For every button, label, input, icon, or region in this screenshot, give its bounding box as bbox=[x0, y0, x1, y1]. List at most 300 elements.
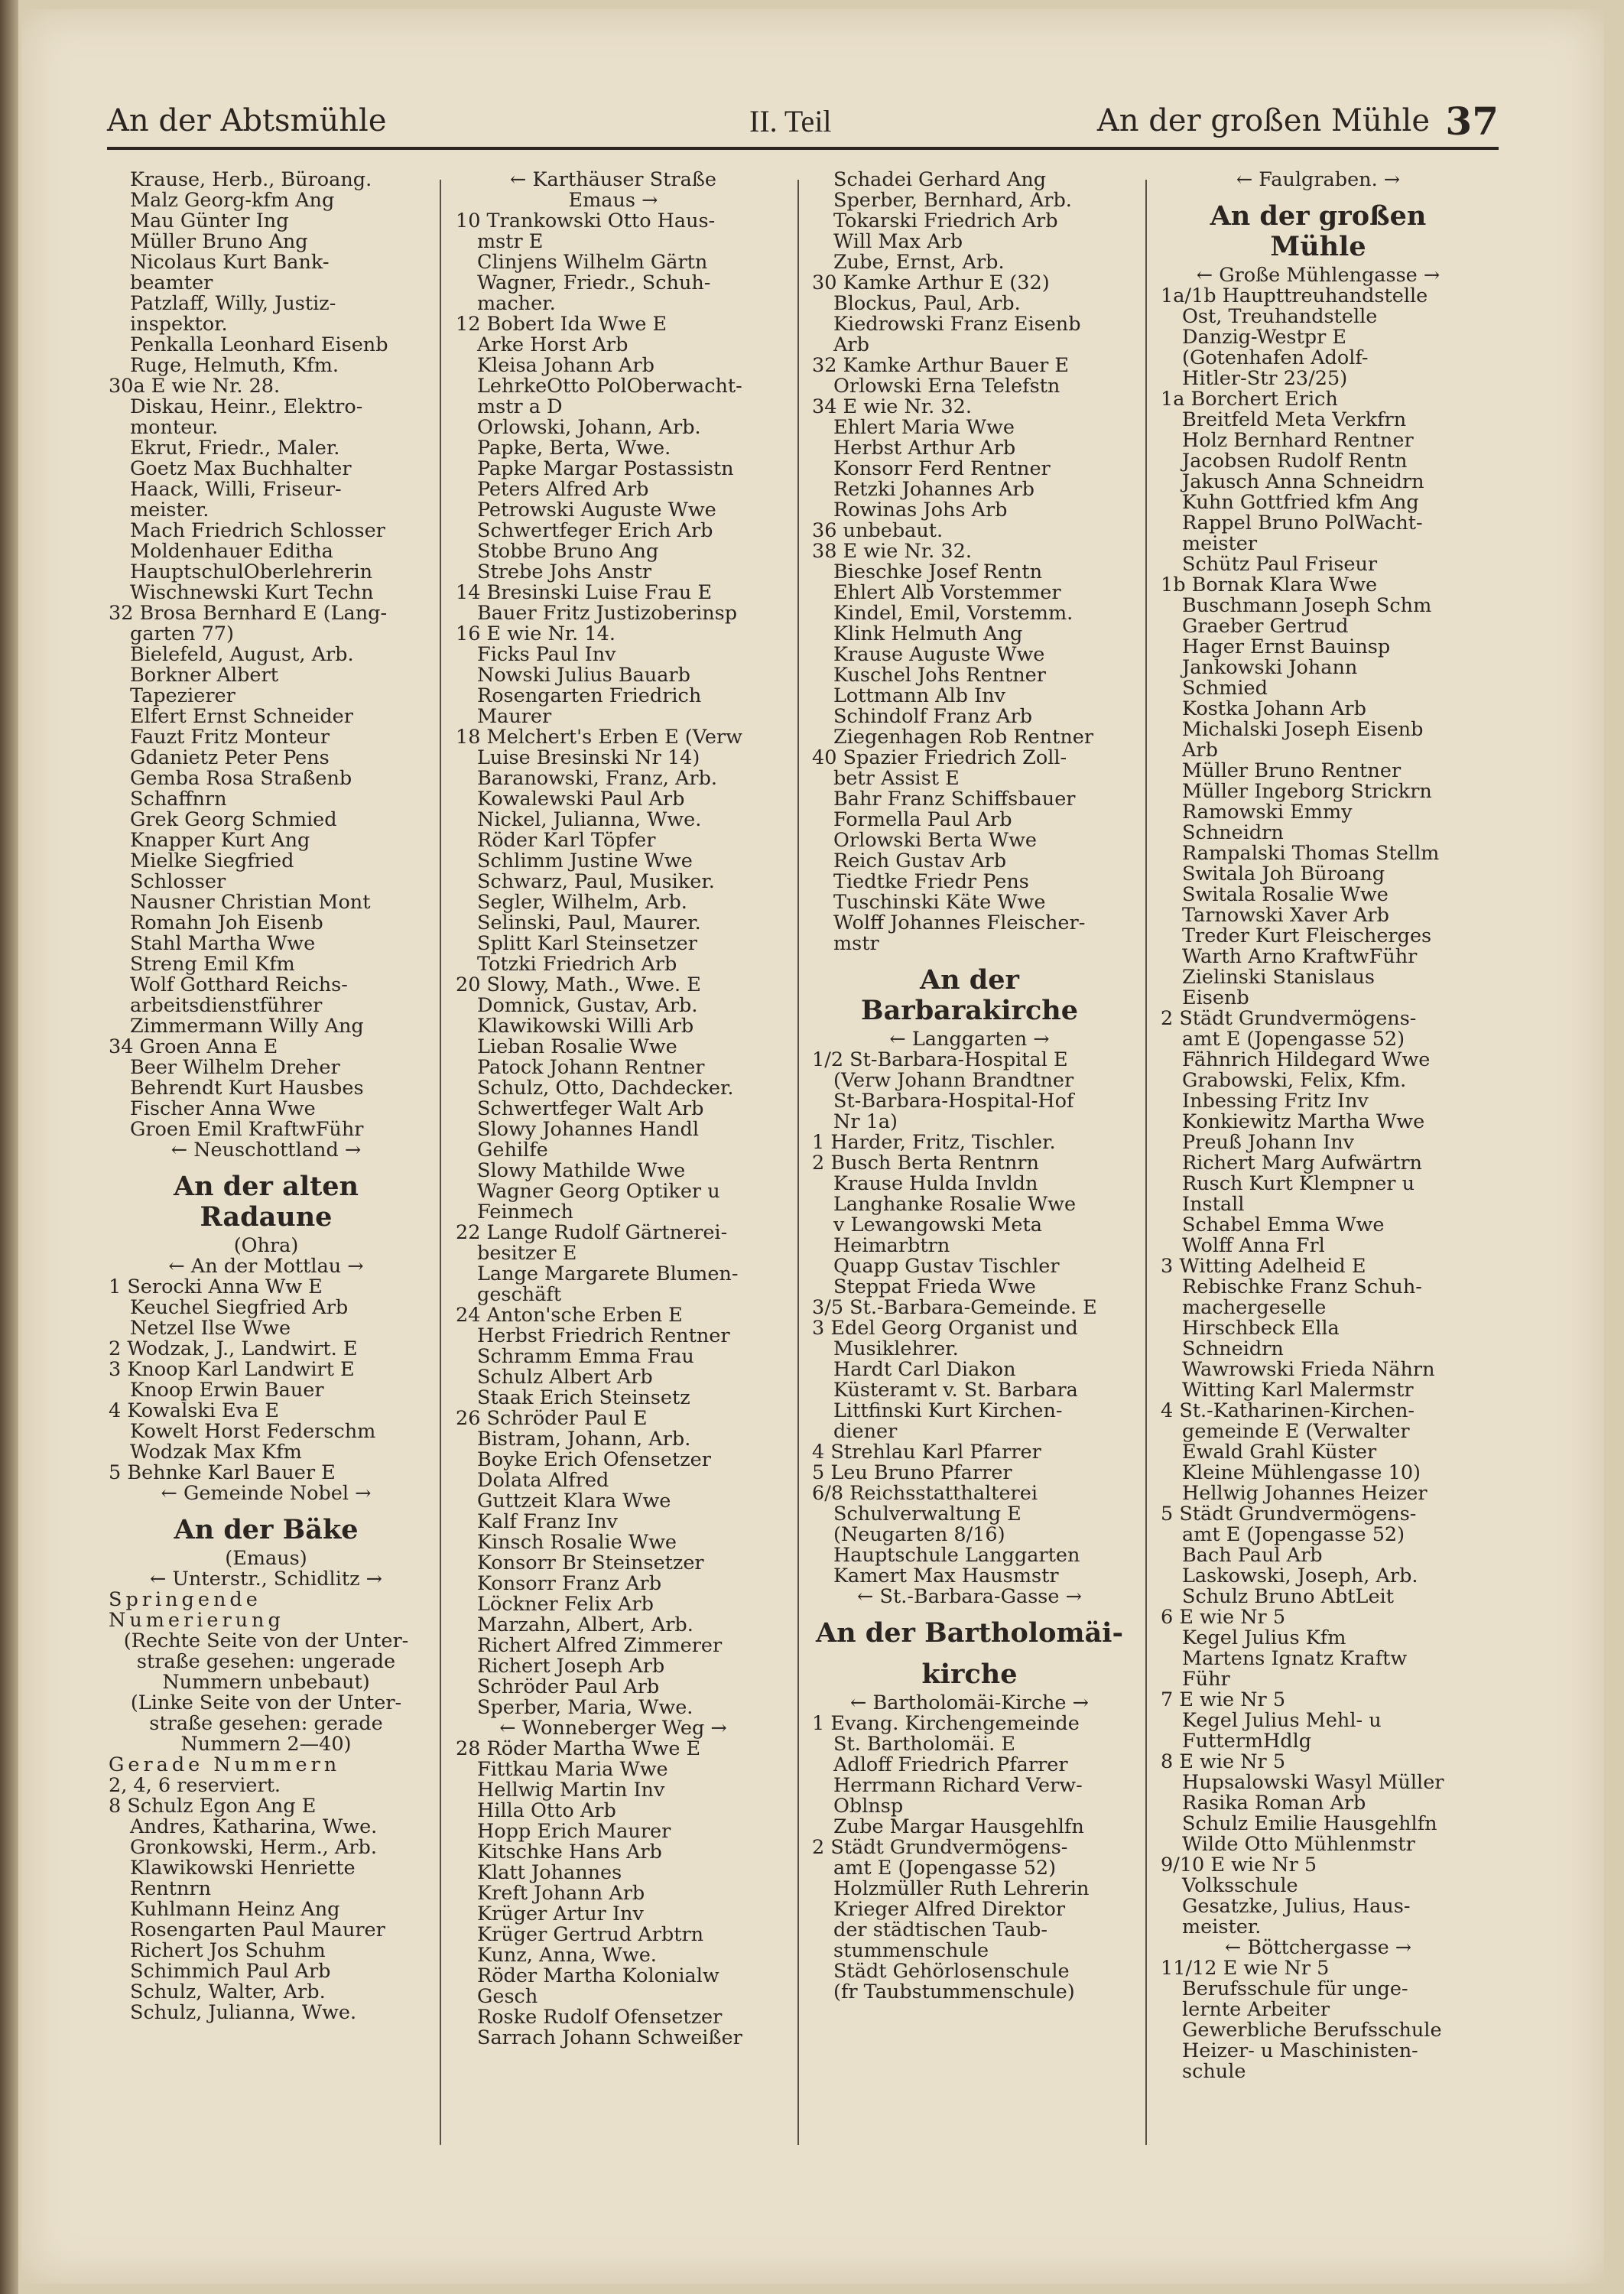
resident-entry: Kostka Johann Arb bbox=[1182, 699, 1366, 720]
cross-street: ← Langgarten → bbox=[889, 1029, 1050, 1050]
resident-entry: Wolff Anna Frl bbox=[1182, 1236, 1325, 1256]
house-number-entry: 5 Behnke Karl Bauer E bbox=[109, 1463, 336, 1483]
resident-entry: Kuschel Johs Rentner bbox=[833, 665, 1046, 686]
resident-entry: Heizer- u Maschinisten- bbox=[1182, 2041, 1418, 2062]
street-note: Nummern 2—40) bbox=[180, 1734, 352, 1755]
resident-entry: Rappel Bruno PolWacht- bbox=[1182, 513, 1423, 534]
house-number-entry: 11/12 E wie Nr 5 bbox=[1161, 1958, 1330, 1979]
header-section: II. Teil bbox=[749, 104, 832, 138]
directory-column-4 bbox=[1161, 170, 1476, 2082]
resident-entry: Michalski Joseph Eisenb bbox=[1182, 720, 1424, 740]
resident-entry: Eisenb bbox=[1182, 988, 1249, 1009]
street-note: (Linke Seite von der Unter- bbox=[130, 1693, 402, 1714]
resident-entry: Buschmann Joseph Schm bbox=[1182, 596, 1432, 616]
resident-entry: Malz Georg-kfm Ang bbox=[130, 190, 335, 211]
resident-entry: Zielinski Stanislaus bbox=[1182, 967, 1375, 988]
resident-entry: Wawrowski Frieda Nährn bbox=[1182, 1360, 1435, 1380]
resident-entry: Baranowski, Franz, Arb. bbox=[477, 768, 718, 789]
resident-entry: Klatt Johannes bbox=[477, 1863, 622, 1883]
resident-entry: Groen Emil KraftwFühr bbox=[130, 1119, 364, 1140]
resident-entry: Tokarski Friedrich Arb bbox=[833, 211, 1058, 232]
resident-entry: Hauptschule Langgarten bbox=[833, 1545, 1080, 1566]
resident-entry: inspektor. bbox=[130, 314, 228, 335]
resident-entry: betr Assist E bbox=[833, 768, 960, 789]
resident-entry: Hellwig Johannes Heizer bbox=[1182, 1483, 1427, 1504]
resident-entry: Klawikowski Henriette bbox=[130, 1858, 356, 1879]
resident-entry: Gesch bbox=[477, 1987, 538, 2007]
resident-entry: Nausner Christian Mont bbox=[130, 892, 371, 913]
resident-entry: Witting Karl Malermstr bbox=[1182, 1380, 1414, 1401]
resident-entry: Borkner Albert bbox=[130, 665, 278, 686]
resident-entry: Schröder Paul Arb bbox=[477, 1677, 660, 1698]
resident-entry: lernte Arbeiter bbox=[1182, 2000, 1330, 2020]
cross-street: ← Unterstr., Schidlitz → bbox=[149, 1569, 383, 1590]
resident-entry: Ewald Grahl Küster bbox=[1182, 1442, 1377, 1463]
resident-entry: Hirschbeck Ella bbox=[1182, 1318, 1340, 1339]
resident-entry: Führ bbox=[1182, 1669, 1230, 1690]
resident-entry: Kindel, Emil, Vorstemm. bbox=[833, 603, 1073, 624]
house-number-entry: 40 Spazier Friedrich Zoll- bbox=[812, 748, 1067, 768]
resident-entry: Kowelt Horst Federschm bbox=[130, 1422, 376, 1442]
resident-entry: Ost, Treuhandstelle bbox=[1182, 307, 1378, 327]
resident-entry: Orlowski Erna Telefstn bbox=[833, 376, 1060, 397]
resident-entry: Penkalla Leonhard Eisenb bbox=[130, 335, 388, 356]
house-number-entry: 8 Schulz Egon Ang E bbox=[109, 1796, 317, 1817]
resident-entry: Lieban Rosalie Wwe bbox=[477, 1037, 677, 1058]
house-number-entry: 18 Melchert's Erben E (Verw bbox=[456, 727, 742, 748]
street-heading: kirche bbox=[921, 1659, 1018, 1690]
resident-entry: Rampalski Thomas Stellm bbox=[1182, 843, 1440, 864]
street-heading: An der Bäke bbox=[174, 1515, 359, 1545]
column-divider bbox=[1145, 180, 1147, 2145]
resident-entry: meister. bbox=[130, 500, 209, 521]
resident-entry: Danzig-Westpr E bbox=[1182, 327, 1346, 348]
resident-entry: Krüger Artur Inv bbox=[477, 1904, 644, 1925]
numbering-note: Springende bbox=[109, 1590, 261, 1610]
resident-entry: Kuhlmann Heinz Ang bbox=[130, 1899, 340, 1920]
resident-entry: Jacobsen Rudolf Rentn bbox=[1182, 451, 1408, 472]
resident-entry: Goetz Max Buchhalter bbox=[130, 459, 352, 479]
resident-entry: Konsorr Franz Arb bbox=[477, 1574, 662, 1594]
resident-entry: Krause Auguste Wwe bbox=[833, 645, 1045, 665]
resident-entry: stummenschule bbox=[833, 1941, 989, 1961]
resident-entry: Zube Margar Hausgehlfn bbox=[833, 1817, 1084, 1837]
resident-entry: Keuchel Siegfried Arb bbox=[130, 1298, 349, 1318]
resident-entry: Küsteramt v. St. Barbara bbox=[833, 1380, 1078, 1401]
resident-entry: Inbessing Fritz Inv bbox=[1182, 1091, 1369, 1112]
resident-entry: Maurer bbox=[477, 707, 552, 727]
numbering-note: Gerade Nummern bbox=[109, 1755, 341, 1776]
resident-entry: Domnick, Gustav, Arb. bbox=[477, 996, 698, 1016]
resident-entry: Install bbox=[1182, 1194, 1245, 1215]
resident-entry: Netzel Ilse Wwe bbox=[130, 1318, 291, 1339]
house-number-entry: 34 Groen Anna E bbox=[109, 1037, 278, 1058]
house-number-entry: 6/8 Reichsstatthalterei bbox=[812, 1483, 1038, 1504]
cross-street: ← Wonneberger Weg → bbox=[499, 1718, 727, 1739]
running-header bbox=[107, 99, 1499, 149]
resident-entry: Rusch Kurt Klempner u bbox=[1182, 1174, 1415, 1194]
resident-entry: Kleine Mühlengasse 10) bbox=[1182, 1463, 1421, 1483]
resident-entry: amt E (Jopengasse 52) bbox=[1182, 1525, 1405, 1545]
resident-entry: HauptschulOberlehrerin bbox=[130, 562, 373, 583]
resident-entry: Röder Martha Kolonialw bbox=[477, 1966, 719, 1987]
resident-entry: Schulz Emilie Hausgehlfn bbox=[1182, 1814, 1437, 1834]
resident-entry: Zube, Ernst, Arb. bbox=[833, 252, 1005, 273]
resident-entry: Krause, Herb., Büroang. bbox=[130, 170, 372, 190]
resident-entry: Slowy Mathilde Wwe bbox=[477, 1161, 686, 1181]
resident-entry: gemeinde E (Verwalter bbox=[1182, 1422, 1410, 1442]
resident-entry: v Lewangowski Meta bbox=[833, 1215, 1042, 1236]
resident-entry: Strebe Johs Anstr bbox=[477, 562, 652, 583]
resident-entry: Ziegenhagen Rob Rentner bbox=[833, 727, 1094, 748]
resident-entry: Richert Alfred Zimmerer bbox=[477, 1636, 723, 1656]
house-number-entry: 32 Kamke Arthur Bauer E bbox=[812, 356, 1069, 376]
resident-entry: Kinsch Rosalie Wwe bbox=[477, 1532, 677, 1553]
resident-entry: Selinski, Paul, Maurer. bbox=[477, 913, 701, 934]
resident-entry: Romahn Joh Eisenb bbox=[130, 913, 323, 934]
resident-entry: Herbst Friedrich Rentner bbox=[477, 1326, 730, 1347]
cross-street: ← An der Mottlau → bbox=[168, 1256, 364, 1277]
cross-street: ← St.-Barbara-Gasse → bbox=[857, 1587, 1082, 1607]
resident-entry: besitzer E bbox=[477, 1243, 577, 1264]
resident-entry: Wischnewski Kurt Techn bbox=[130, 583, 374, 603]
cross-street: ← Böttchergasse → bbox=[1224, 1938, 1412, 1958]
resident-entry: mstr bbox=[833, 934, 879, 954]
resident-entry: amt E (Jopengasse 52) bbox=[833, 1858, 1057, 1879]
resident-entry: Stahl Martha Wwe bbox=[130, 934, 316, 954]
street-note: (Rechte Seite von der Unter- bbox=[123, 1631, 409, 1652]
resident-entry: Wolf Gotthard Reichs- bbox=[130, 975, 348, 996]
resident-entry: Wolff Johannes Fleischer- bbox=[833, 913, 1086, 934]
book-spine-edge bbox=[0, 0, 18, 2294]
resident-entry: Peters Alfred Arb bbox=[477, 479, 649, 500]
resident-entry: Wilde Otto Mühlenmstr bbox=[1182, 1834, 1415, 1855]
resident-entry: Patock Johann Rentner bbox=[477, 1058, 705, 1078]
street-note: straße gesehen: ungerade bbox=[136, 1652, 396, 1672]
resident-entry: Wagner Georg Optiker u bbox=[477, 1181, 720, 1202]
resident-entry: Kiedrowski Franz Eisenb bbox=[833, 314, 1081, 335]
resident-entry: Sarrach Johann Schweißer bbox=[477, 2028, 742, 2049]
resident-entry: Krieger Alfred Direktor bbox=[833, 1899, 1066, 1920]
house-number-entry: 12 Bobert Ida Wwe E bbox=[456, 314, 667, 335]
resident-entry: Kegel Julius Mehl- u bbox=[1182, 1711, 1382, 1731]
resident-entry: machergeselle bbox=[1182, 1298, 1327, 1318]
resident-entry: Fischer Anna Wwe bbox=[130, 1099, 316, 1119]
resident-entry: Knoop Erwin Bauer bbox=[130, 1380, 324, 1401]
resident-entry: Schwertfeger Erich Arb bbox=[477, 521, 713, 541]
house-number-entry: 2 Busch Berta Rentnrn bbox=[812, 1153, 1039, 1174]
house-number-entry: 1a Borchert Erich bbox=[1161, 389, 1338, 410]
resident-entry: Bistram, Johann, Arb. bbox=[477, 1429, 691, 1450]
resident-entry: Oblnsp bbox=[833, 1796, 904, 1817]
resident-entry: Hellwig Martin Inv bbox=[477, 1780, 665, 1801]
resident-entry: Behrendt Kurt Hausbes bbox=[130, 1078, 364, 1099]
house-number-entry: 2 Wodzak, J., Landwirt. E bbox=[109, 1339, 358, 1360]
resident-entry: (Gotenhafen Adolf- bbox=[1182, 348, 1369, 369]
resident-entry: Krüger Gertrud Arbtrn bbox=[477, 1925, 704, 1945]
resident-entry: Schulz Bruno AbtLeit bbox=[1182, 1587, 1394, 1607]
resident-entry: Bahr Franz Schiffsbauer bbox=[833, 789, 1076, 810]
house-number-entry: 20 Slowy, Math., Wwe. E bbox=[456, 975, 701, 996]
resident-entry: Graeber Gertrud bbox=[1182, 616, 1349, 637]
resident-entry: Grek Georg Schmied bbox=[130, 810, 337, 830]
numbering-note: Numerierung bbox=[109, 1610, 284, 1631]
resident-entry: Arb bbox=[1182, 740, 1218, 761]
resident-entry: Slowy Johannes Handl bbox=[477, 1119, 699, 1140]
street-note: Nummern unbebaut) bbox=[162, 1672, 370, 1693]
resident-entry: Totzki Friedrich Arb bbox=[477, 954, 677, 975]
house-number-entry: 38 E wie Nr. 32. bbox=[812, 541, 972, 562]
resident-entry: Ehlert Maria Wwe bbox=[833, 418, 1015, 438]
resident-entry: Ruge, Helmuth, Kfm. bbox=[130, 356, 339, 376]
resident-entry: Rowinas Johs Arb bbox=[833, 500, 1008, 521]
cross-street: ← Große Mühlengasse → bbox=[1196, 265, 1440, 286]
resident-entry: Feinmech bbox=[477, 1202, 573, 1223]
resident-entry: Quapp Gustav Tischler bbox=[833, 1256, 1060, 1277]
resident-entry: schule bbox=[1182, 2062, 1246, 2082]
resident-entry: Tarnowski Xaver Arb bbox=[1182, 905, 1389, 926]
resident-entry: Rosengarten Friedrich bbox=[477, 686, 702, 707]
resident-entry: Schulz Albert Arb bbox=[477, 1367, 653, 1388]
house-number-entry: 1 Serocki Anna Ww E bbox=[109, 1277, 323, 1298]
resident-entry: Streng Emil Kfm bbox=[130, 954, 295, 975]
resident-entry: Kegel Julius Kfm bbox=[1182, 1628, 1346, 1649]
resident-entry: Sperber, Bernhard, Arb. bbox=[833, 190, 1072, 211]
cross-street: ← Gemeinde Nobel → bbox=[161, 1483, 372, 1504]
resident-entry: Mau Günter Ing bbox=[130, 211, 289, 232]
resident-entry: Nicolaus Kurt Bank- bbox=[130, 252, 330, 273]
house-number-entry: 1a/1b Haupttreuhandstelle bbox=[1161, 286, 1428, 307]
resident-entry: Bieschke Josef Rentn bbox=[833, 562, 1043, 583]
resident-entry: Müller Bruno Rentner bbox=[1182, 761, 1402, 781]
resident-entry: Staak Erich Steinsetz bbox=[477, 1388, 690, 1409]
resident-entry: Schmied bbox=[1182, 678, 1268, 699]
house-number-entry: 28 Röder Martha Wwe E bbox=[456, 1739, 701, 1759]
resident-entry: Schlosser bbox=[130, 872, 226, 892]
resident-entry: Musiklehrer. bbox=[833, 1339, 959, 1360]
house-number-entry: 1b Bornak Klara Wwe bbox=[1161, 575, 1378, 596]
resident-entry: Berufsschule für unge- bbox=[1182, 1979, 1408, 2000]
resident-entry: Bach Paul Arb bbox=[1182, 1545, 1323, 1566]
resident-entry: amt E (Jopengasse 52) bbox=[1182, 1029, 1405, 1050]
street-note: straße gesehen: gerade bbox=[149, 1714, 383, 1734]
resident-entry: Arb bbox=[833, 335, 869, 356]
resident-entry: Blockus, Paul, Arb. bbox=[833, 294, 1021, 314]
street-heading: An der Barbarakirche bbox=[861, 965, 1078, 1026]
resident-entry: Bielefeld, August, Arb. bbox=[130, 645, 354, 665]
resident-entry: Grabowski, Felix, Kfm. bbox=[1182, 1071, 1407, 1091]
resident-entry: Löckner Felix Arb bbox=[477, 1594, 654, 1615]
resident-entry: Boyke Erich Ofensetzer bbox=[477, 1450, 711, 1470]
directory-column-2 bbox=[456, 170, 771, 2049]
resident-entry: Adloff Friedrich Pfarrer bbox=[833, 1755, 1068, 1776]
resident-entry: Warth Arno KraftwFühr bbox=[1182, 947, 1418, 967]
resident-entry: diener bbox=[833, 1422, 898, 1442]
resident-entry: Arke Horst Arb bbox=[477, 335, 628, 356]
resident-entry: Sperber, Maria, Wwe. bbox=[477, 1698, 693, 1718]
resident-entry: Volksschule bbox=[1182, 1876, 1298, 1896]
house-number-entry: 22 Lange Rudolf Gärtnerei- bbox=[456, 1223, 728, 1243]
resident-entry: Jakusch Anna Schneidrn bbox=[1182, 472, 1424, 492]
resident-entry: Mach Friedrich Schlosser bbox=[130, 521, 385, 541]
header-rule bbox=[107, 147, 1499, 150]
resident-entry: Martens Ignatz Kraftw bbox=[1182, 1649, 1408, 1669]
house-number-entry: 6 E wie Nr 5 bbox=[1161, 1607, 1286, 1628]
resident-entry: Clinjens Wilhelm Gärtn bbox=[477, 252, 708, 273]
resident-entry: Hilla Otto Arb bbox=[477, 1801, 616, 1821]
resident-entry: Splitt Karl Steinsetzer bbox=[477, 934, 697, 954]
resident-entry: meister bbox=[1182, 534, 1258, 554]
resident-entry: Kunz, Anna, Wwe. bbox=[477, 1945, 657, 1966]
house-number-entry: 3/5 St.-Barbara-Gemeinde. E bbox=[812, 1298, 1097, 1318]
resident-entry: Orlowski, Johann, Arb. bbox=[477, 418, 701, 438]
house-number-entry: 30a E wie Nr. 28. bbox=[109, 376, 281, 397]
resident-entry: Schadei Gerhard Ang bbox=[833, 170, 1047, 190]
cross-street: ← Faulgraben. → bbox=[1236, 170, 1401, 190]
house-number-entry: 9/10 E wie Nr 5 bbox=[1161, 1855, 1317, 1876]
resident-entry: Bauer Fritz Justizoberinsp bbox=[477, 603, 738, 624]
house-number-entry: 7 E wie Nr 5 bbox=[1161, 1690, 1286, 1711]
resident-entry: Klink Helmuth Ang bbox=[833, 624, 1023, 645]
resident-entry: Gesatzke, Julius, Haus- bbox=[1182, 1896, 1411, 1917]
resident-entry: Schulz, Walter, Arb. bbox=[130, 1982, 326, 2003]
resident-entry: Littfinski Kurt Kirchen- bbox=[833, 1401, 1063, 1422]
house-number-entry: 1 Harder, Fritz, Tischler. bbox=[812, 1132, 1056, 1153]
resident-entry: Segler, Wilhelm, Arb. bbox=[477, 892, 687, 913]
resident-entry: Fittkau Maria Wwe bbox=[477, 1759, 668, 1780]
resident-entry: Petrowski Auguste Wwe bbox=[477, 500, 716, 521]
resident-entry: arbeitsdienstführer bbox=[130, 996, 323, 1016]
resident-entry: der städtischen Taub- bbox=[833, 1920, 1047, 1941]
resident-entry: Steppat Frieda Wwe bbox=[833, 1277, 1036, 1298]
house-number-entry: 2 Städt Grundvermögens- bbox=[1161, 1009, 1417, 1029]
resident-entry: Luise Bresinski Nr 14) bbox=[477, 748, 700, 768]
resident-entry: Will Max Arb bbox=[833, 232, 963, 252]
cross-street: ← Karthäuser Straße bbox=[510, 170, 716, 190]
street-heading: An der Bartholomäi- bbox=[816, 1618, 1123, 1649]
resident-entry: Röder Karl Töpfer bbox=[477, 830, 656, 851]
resident-entry: Fähnrich Hildegard Wwe bbox=[1182, 1050, 1431, 1071]
resident-entry: Holzmüller Ruth Lehrerin bbox=[833, 1879, 1090, 1899]
resident-entry: Nr 1a) bbox=[833, 1112, 898, 1132]
resident-entry: Müller Bruno Ang bbox=[130, 232, 308, 252]
resident-entry: Kuhn Gottfried kfm Ang bbox=[1182, 492, 1419, 513]
resident-entry: Schneidrn bbox=[1182, 1339, 1284, 1360]
resident-entry: Gemba Rosa Straßenb bbox=[130, 768, 352, 789]
resident-entry: Städt Gehörlosenschule bbox=[833, 1961, 1070, 1982]
resident-entry: Schimmich Paul Arb bbox=[130, 1961, 331, 1982]
resident-entry: Rosengarten Paul Maurer bbox=[130, 1920, 385, 1941]
resident-entry: Marzahn, Albert, Arb. bbox=[477, 1615, 693, 1636]
resident-entry: Gehilfe bbox=[477, 1140, 548, 1161]
resident-entry: Zimmermann Willy Ang bbox=[130, 1016, 364, 1037]
resident-entry: Schaffnrn bbox=[130, 789, 227, 810]
resident-entry: Jankowski Johann bbox=[1182, 658, 1358, 678]
resident-entry: garten 77) bbox=[130, 624, 234, 645]
resident-entry: Schlimm Justine Wwe bbox=[477, 851, 693, 872]
resident-entry: Gewerbliche Berufsschule bbox=[1182, 2020, 1442, 2041]
resident-entry: St. Bartholomäi. E bbox=[833, 1734, 1015, 1755]
resident-entry: Schütz Paul Friseur bbox=[1182, 554, 1378, 575]
house-number-entry: 4 Kowalski Eva E bbox=[109, 1401, 279, 1422]
resident-entry: (fr Taubstummenschule) bbox=[833, 1982, 1075, 2003]
house-number-entry: 1 Evang. Kirchengemeinde bbox=[812, 1714, 1080, 1734]
house-number-entry: 8 E wie Nr 5 bbox=[1161, 1752, 1286, 1772]
house-number-entry: 34 E wie Nr. 32. bbox=[812, 397, 972, 418]
resident-entry: mstr E bbox=[477, 232, 544, 252]
resident-entry: Elfert Ernst Schneider bbox=[130, 707, 353, 727]
resident-entry: Schulz, Otto, Dachdecker. bbox=[477, 1078, 734, 1099]
resident-entry: Orlowski Berta Wwe bbox=[833, 830, 1037, 851]
resident-entry: Nickel, Julianna, Wwe. bbox=[477, 810, 702, 830]
resident-entry: Moldenhauer Editha bbox=[130, 541, 333, 562]
resident-entry: Hopp Erich Maurer bbox=[477, 1821, 671, 1842]
house-number-entry: 16 E wie Nr. 14. bbox=[456, 624, 615, 645]
resident-entry: Lange Margarete Blumen- bbox=[477, 1264, 739, 1285]
resident-entry: Hupsalowski Wasyl Müller bbox=[1182, 1772, 1444, 1793]
resident-entry: Krause Hulda Invldn bbox=[833, 1174, 1038, 1194]
house-number-entry: 36 unbebaut. bbox=[812, 521, 944, 541]
resident-entry: Kleisa Johann Arb bbox=[477, 356, 654, 376]
resident-entry: Schramm Emma Frau bbox=[477, 1347, 694, 1367]
resident-entry: Diskau, Heinr., Elektro- bbox=[130, 397, 363, 418]
resident-entry: Papke Margar Postassistn bbox=[477, 459, 734, 479]
house-number-entry: 14 Bresinski Luise Frau E bbox=[456, 583, 713, 603]
resident-entry: Papke, Berta, Wwe. bbox=[477, 438, 671, 459]
resident-entry: Müller Ingeborg Strickrn bbox=[1182, 781, 1432, 802]
resident-entry: Kalf Franz Inv bbox=[477, 1512, 618, 1532]
resident-entry: Andres, Katharina, Wwe. bbox=[130, 1817, 378, 1837]
house-number-entry: 3 Knoop Karl Landwirt E bbox=[109, 1360, 355, 1380]
resident-entry: Patzlaff, Willy, Justiz- bbox=[130, 294, 336, 314]
resident-entry: Holz Bernhard Rentner bbox=[1182, 431, 1414, 451]
house-number-entry: 1/2 St-Barbara-Hospital E bbox=[812, 1050, 1068, 1071]
resident-entry: Konsorr Br Steinsetzer bbox=[477, 1553, 704, 1574]
resident-entry: Kamert Max Hausmstr bbox=[833, 1566, 1059, 1587]
resident-entry: Guttzeit Klara Wwe bbox=[477, 1491, 671, 1512]
resident-entry: Retzki Johannes Arb bbox=[833, 479, 1034, 500]
house-number-entry: 24 Anton'sche Erben E bbox=[456, 1305, 683, 1326]
resident-entry: Preuß Johann Inv bbox=[1182, 1132, 1355, 1153]
resident-entry: Kreft Johann Arb bbox=[477, 1883, 645, 1904]
resident-entry: Reich Gustav Arb bbox=[833, 851, 1007, 872]
resident-entry: Schindolf Franz Arb bbox=[833, 707, 1033, 727]
column-divider bbox=[797, 180, 799, 2145]
resident-entry: Stobbe Bruno Ang bbox=[477, 541, 659, 562]
directory-column-1 bbox=[109, 170, 424, 2023]
street-note: (Ohra) bbox=[233, 1236, 299, 1256]
resident-entry: Schulverwaltung E bbox=[833, 1504, 1021, 1525]
resident-entry: Konkiewitz Martha Wwe bbox=[1182, 1112, 1425, 1132]
resident-entry: (Neugarten 8/16) bbox=[833, 1525, 1005, 1545]
resident-entry: Hardt Carl Diakon bbox=[833, 1360, 1016, 1380]
resident-entry: Switala Joh Büroang bbox=[1182, 864, 1385, 885]
house-number-entry: 30 Kamke Arthur E (32) bbox=[812, 273, 1050, 294]
resident-entry: beamter bbox=[130, 273, 213, 294]
resident-entry: Herbst Arthur Arb bbox=[833, 438, 1016, 459]
street-heading: An der alten Radaune bbox=[173, 1171, 359, 1233]
house-number-entry: 2, 4, 6 reserviert. bbox=[109, 1776, 281, 1796]
house-number-entry: 10 Trankowski Otto Haus- bbox=[456, 211, 716, 232]
resident-entry: Haack, Willi, Friseur- bbox=[130, 479, 342, 500]
resident-entry: Rebischke Franz Schuh- bbox=[1182, 1277, 1422, 1298]
resident-entry: Ekrut, Friedr., Maler. bbox=[130, 438, 340, 459]
house-number-entry: 4 St.-Katharinen-Kirchen- bbox=[1161, 1401, 1415, 1422]
resident-entry: monteur. bbox=[130, 418, 219, 438]
resident-entry: Richert Marg Aufwärtrn bbox=[1182, 1153, 1422, 1174]
cross-street: ← Bartholomäi-Kirche → bbox=[850, 1693, 1089, 1714]
page-number: 37 bbox=[1445, 99, 1499, 144]
